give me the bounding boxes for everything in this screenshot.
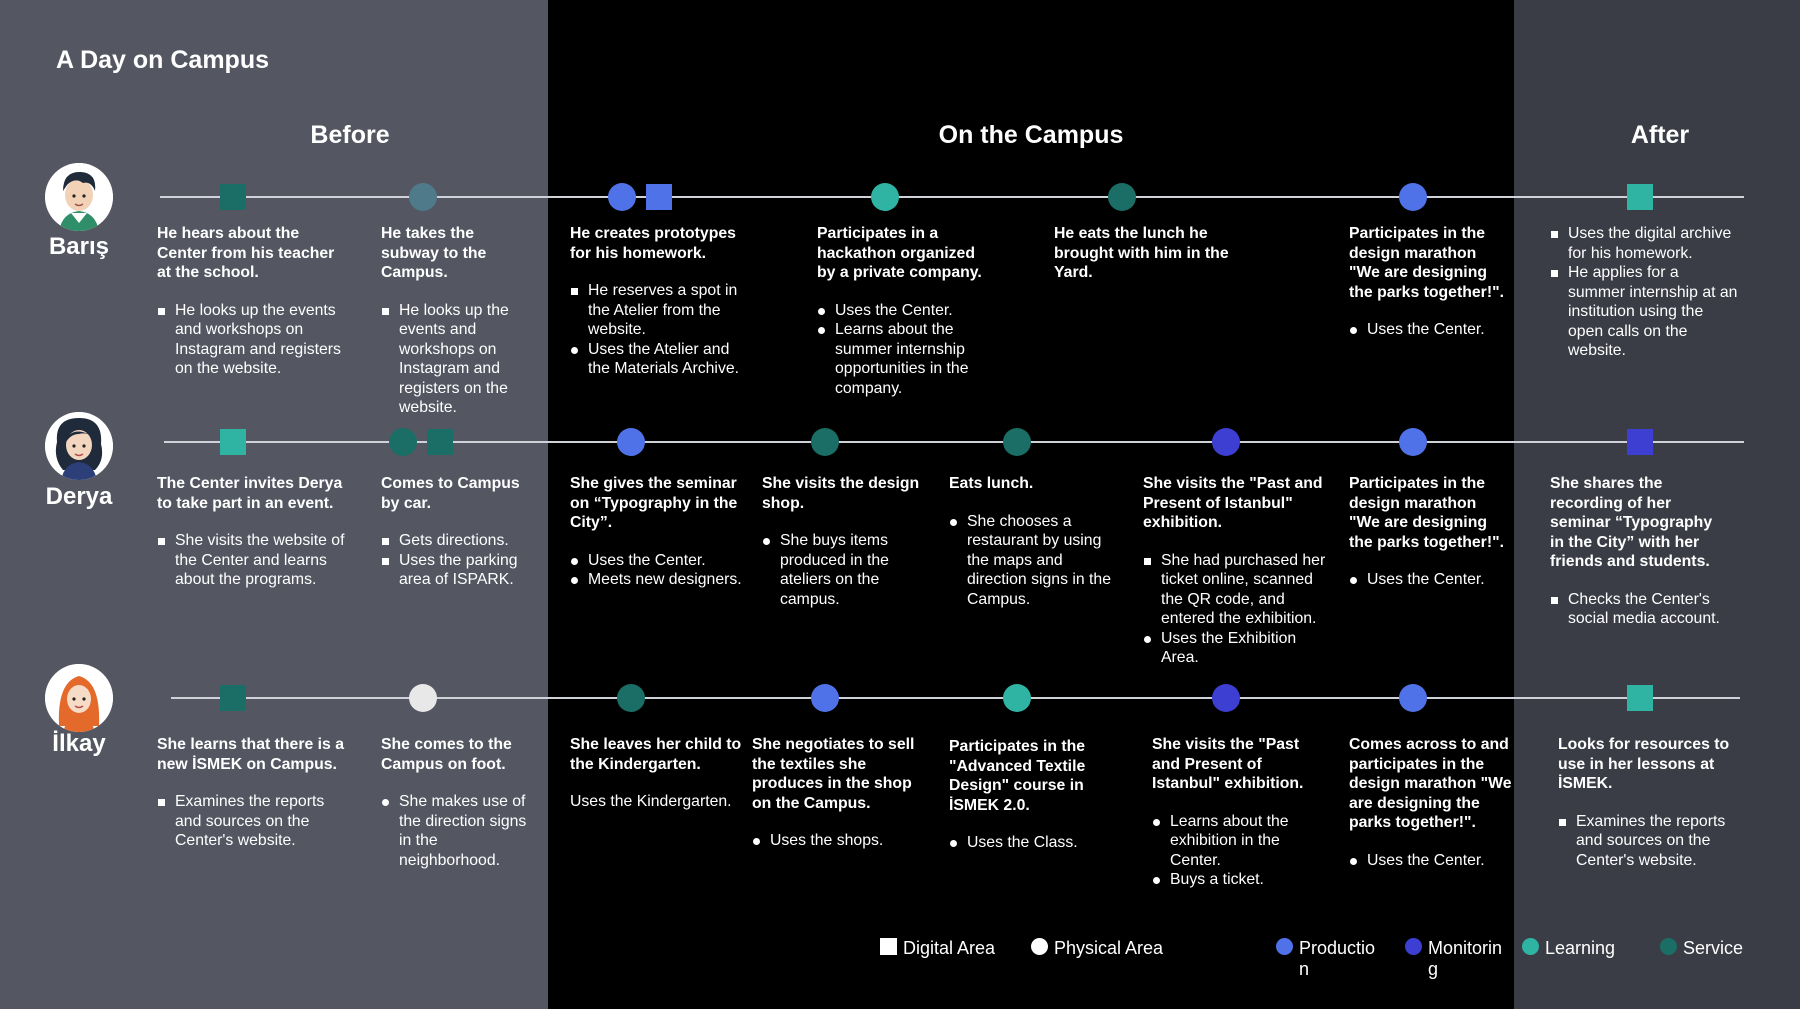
physical-marker: [389, 428, 417, 456]
event-card: [570, 474, 750, 590]
event-heading: Participates in the "Advanced Textile Design" course in İSMEK 2.0.: [949, 738, 1086, 814]
bullet-item: Gets directions.: [381, 531, 536, 551]
event-heading: Eats lunch.: [949, 475, 1034, 492]
persona-name: Derya: [45, 483, 113, 510]
bullet-item: She makes use of the direction signs in the neighborhood.: [381, 792, 536, 870]
event-card: [949, 474, 1124, 609]
event-bullets: [381, 792, 536, 870]
circle-swatch-icon: [1276, 938, 1293, 955]
event-bullets: [949, 833, 1124, 853]
circle-swatch-icon: [1405, 938, 1422, 955]
event-bullets: [157, 531, 352, 590]
bullet-item: Examines the reports and sources on the Center's website.: [157, 792, 352, 851]
physical-marker: [1108, 183, 1136, 211]
event-card: [949, 737, 1124, 853]
event-bullets: [1550, 224, 1740, 361]
event-card: [381, 735, 536, 870]
persona-name: İlkay: [52, 730, 106, 757]
event-bullets: [1550, 590, 1730, 629]
digital-marker: [646, 184, 672, 210]
bullet-item: Learns about the summer internship opportunities in the company.: [817, 320, 987, 398]
event-bullets: [1349, 570, 1504, 590]
event-heading: She leaves her child to the Kindergarten.: [570, 736, 742, 773]
legend-label: Monitorin g: [1428, 938, 1503, 979]
bullet-item: He looks up the events and workshops on Instagram and registers on the website.: [157, 301, 352, 379]
event-heading: She gives the seminar on “Typography in the City”.: [570, 475, 738, 531]
event-bullets: [570, 281, 745, 379]
bullet-item: He looks up the events and workshops on Instagram and registers on the website.: [381, 301, 526, 418]
physical-marker: [811, 684, 839, 712]
event-bullets: [752, 831, 932, 851]
event-card: [381, 224, 526, 418]
circle-swatch-icon: [1031, 938, 1048, 955]
event-heading: She learns that there is a new İSMEK on Campus.: [157, 736, 345, 773]
persona-name: Barış: [48, 233, 110, 260]
event-card: [1558, 735, 1738, 870]
event-card: [1054, 224, 1234, 283]
section-after: After: [1630, 121, 1690, 149]
digital-marker: [1627, 429, 1653, 455]
event-bullets: [1143, 551, 1328, 668]
event-heading: She comes to the Campus on foot.: [381, 736, 512, 773]
bullet-item: Uses the Center.: [570, 551, 750, 571]
event-heading: Comes across to and participates in the design marathon "We are designing the parks together!".: [1349, 736, 1512, 831]
bullet-item: Uses the Center.: [1349, 851, 1514, 871]
avatar: [45, 163, 113, 231]
event-bullets: [1152, 812, 1317, 890]
bullet-item: He reserves a spot in the Atelier from the website.: [570, 281, 745, 340]
physical-marker: [1003, 428, 1031, 456]
legend-label: Service: [1683, 938, 1744, 958]
circle-swatch-icon: [1522, 938, 1539, 955]
event-heading: She visits the design shop.: [762, 475, 920, 512]
event-card: [1349, 474, 1504, 590]
bullet-item: Examines the reports and sources on the Center's website.: [1558, 812, 1738, 871]
legend-item: [1405, 938, 1502, 980]
section-on-campus: On the Campus: [938, 121, 1124, 149]
physical-marker: [617, 428, 645, 456]
digital-marker: [1627, 184, 1653, 210]
bullet-item: She chooses a restaurant by using the maps and direction signs in the Campus.: [949, 512, 1124, 610]
event-card: [817, 224, 987, 398]
digital-marker: [427, 429, 453, 455]
event-bullets: [570, 551, 750, 590]
event-card: [762, 474, 922, 609]
avatar: [45, 664, 113, 732]
event-card: [157, 224, 352, 379]
physical-marker: [1399, 183, 1427, 211]
event-card: [752, 735, 932, 851]
event-bullets: [949, 512, 1124, 610]
bullet-item: Uses the Atelier and the Materials Archive.: [570, 340, 745, 379]
digital-marker: [220, 184, 246, 210]
event-heading: Comes to Campus by car.: [381, 475, 520, 512]
physical-marker: [617, 684, 645, 712]
bullet-item: Uses the parking area of ISPARK.: [381, 551, 536, 590]
bullet-item: Meets new designers.: [570, 570, 750, 590]
event-heading: She shares the recording of her seminar “Typography in the City” with her friends and students.: [1550, 475, 1713, 570]
bullet-item: She buys items produced in the ateliers on the campus.: [762, 531, 922, 609]
event-card: [570, 224, 745, 379]
event-heading: Participates in a hackathon organized by a private company.: [817, 225, 982, 281]
bullet-item: Uses the Class.: [949, 833, 1124, 853]
event-bullets: [817, 301, 987, 399]
avatar: [45, 412, 113, 480]
bullet-item: Uses the digital archive for his homework.: [1550, 224, 1740, 263]
event-heading: He hears about the Center from his teacher at the school.: [157, 225, 335, 281]
physical-marker: [409, 684, 437, 712]
physical-marker: [811, 428, 839, 456]
legend-label: Digital Area: [903, 938, 996, 958]
physical-marker: [1212, 684, 1240, 712]
event-card: [1152, 735, 1317, 890]
legend-item: [1031, 938, 1163, 959]
event-card: [1349, 735, 1514, 870]
physical-marker: [1212, 428, 1240, 456]
event-bullets: [381, 531, 536, 590]
physical-marker: [1399, 684, 1427, 712]
event-heading: She visits the "Past and Present of Istanbul" exhibition.: [1152, 736, 1304, 792]
bullet-item: She visits the website of the Center and learns about the programs.: [157, 531, 352, 590]
event-card: [1143, 474, 1328, 668]
bullet-item: Uses the Center.: [817, 301, 987, 321]
legend-label: Learning: [1545, 938, 1616, 958]
circle-swatch-icon: [1660, 938, 1677, 955]
event-heading: The Center invites Derya to take part in an event.: [157, 475, 343, 512]
legend-label: Physical Area: [1054, 938, 1164, 958]
event-heading: Participates in the design marathon "We are designing the parks together!".: [1349, 225, 1504, 301]
bullet-item: He applies for a summer internship at an institution using the open calls on the website.: [1550, 263, 1740, 361]
event-heading: He eats the lunch he brought with him in the Yard.: [1054, 225, 1229, 281]
digital-marker: [220, 685, 246, 711]
event-heading: She negotiates to sell the textiles she produces in the shop on the Campus.: [752, 736, 915, 812]
event-bullets: [1349, 851, 1514, 871]
event-note: Uses the Kindergarten.: [570, 793, 732, 810]
physical-marker: [871, 183, 899, 211]
event-card: [157, 735, 352, 851]
event-card: [157, 474, 352, 590]
timeline-line: [160, 196, 1744, 198]
legend-item: [1660, 938, 1743, 959]
timeline-line: [171, 697, 1740, 699]
bullet-item: Learns about the exhibition in the Center.: [1152, 812, 1317, 871]
bullet-item: Buys a ticket.: [1152, 870, 1317, 890]
event-bullets: [157, 301, 352, 379]
event-card: [381, 474, 536, 590]
physical-marker: [409, 183, 437, 211]
event-bullets: [157, 792, 352, 851]
physical-marker: [1003, 684, 1031, 712]
event-heading: He takes the subway to the Campus.: [381, 225, 487, 281]
event-bullets: [762, 531, 922, 609]
event-card: [1550, 224, 1740, 361]
event-bullets: [1349, 320, 1504, 340]
bullet-item: Uses the shops.: [752, 831, 932, 851]
physical-marker: [608, 183, 636, 211]
event-card: [570, 735, 745, 812]
legend-item: [880, 938, 995, 959]
digital-marker: [1627, 685, 1653, 711]
bullet-item: Uses the Center.: [1349, 320, 1504, 340]
square-swatch-icon: [880, 938, 897, 955]
bullet-item: She had purchased her ticket online, scanned the QR code, and entered the exhibition.: [1143, 551, 1328, 629]
legend-item: [1276, 938, 1375, 980]
bullet-item: Checks the Center's social media account.: [1550, 590, 1730, 629]
event-heading: He creates prototypes for his homework.: [570, 225, 736, 262]
bullet-item: Uses the Center.: [1349, 570, 1504, 590]
event-card: [1550, 474, 1730, 629]
event-bullets: [381, 301, 526, 418]
section-before: Before: [310, 121, 390, 149]
event-heading: Looks for resources to use in her lessons at İSMEK.: [1558, 736, 1730, 792]
legend-label: Productio n: [1299, 938, 1376, 979]
bullet-item: Uses the Exhibition Area.: [1143, 629, 1328, 668]
legend-item: [1522, 938, 1615, 959]
event-heading: Participates in the design marathon "We are designing the parks together!".: [1349, 475, 1504, 551]
physical-marker: [1399, 428, 1427, 456]
event-heading: She visits the "Past and Present of Istanbul" exhibition.: [1143, 475, 1323, 531]
event-bullets: [1558, 812, 1738, 871]
page-title: A Day on Campus: [56, 46, 270, 74]
event-card: [1349, 224, 1504, 340]
digital-marker: [220, 429, 246, 455]
